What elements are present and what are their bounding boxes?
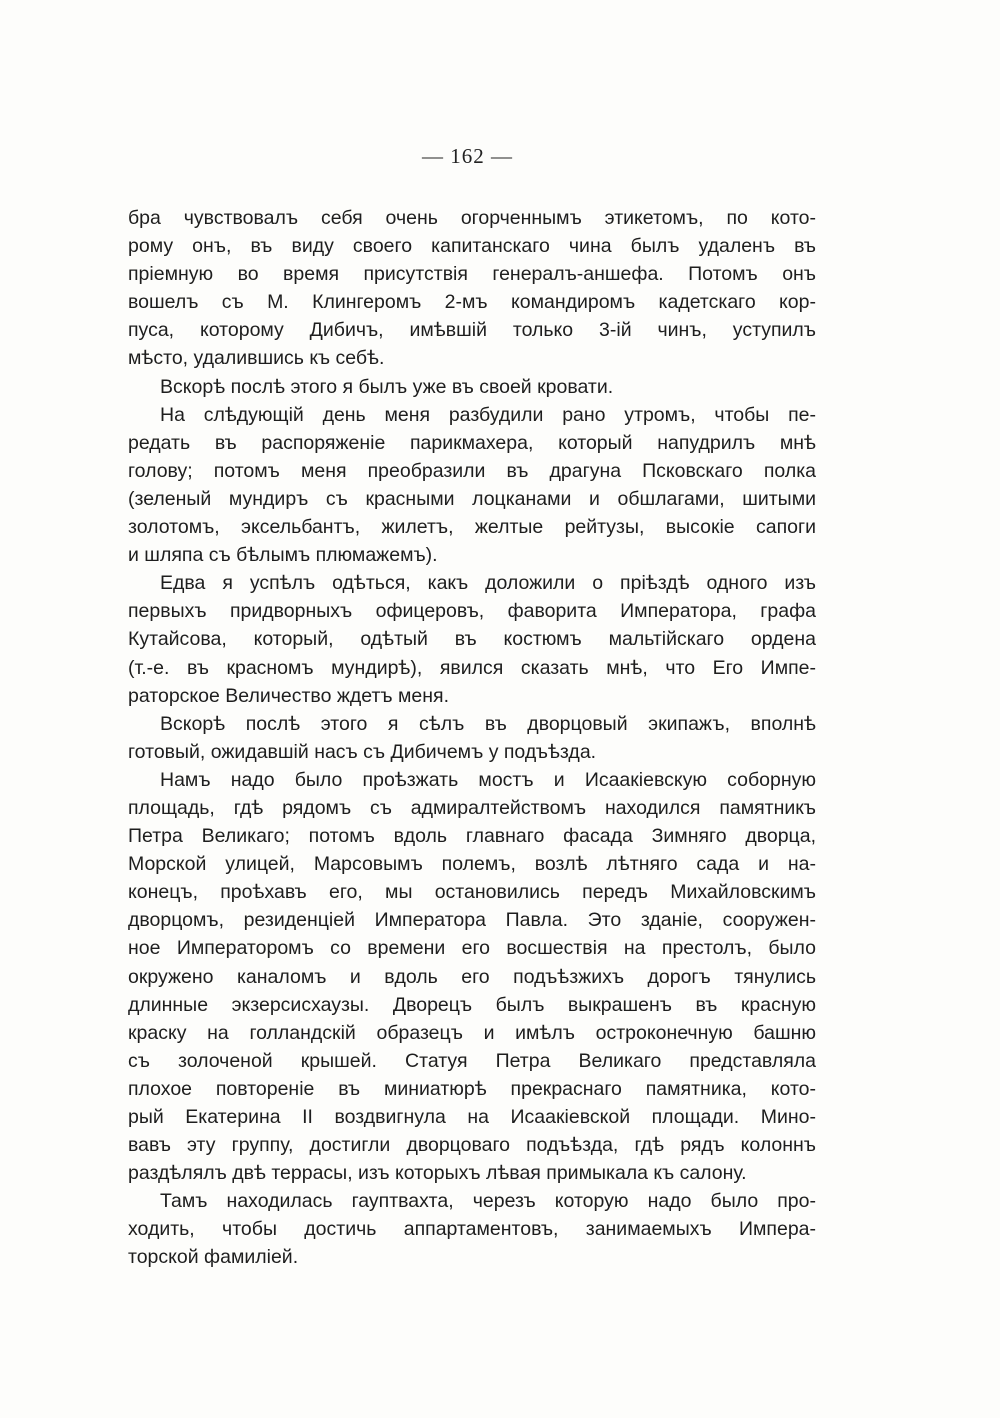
text-line: (зеленый мундиръ съ красными лоцканами и обшлагами, шитыми (128, 487, 816, 510)
text-line: ходить, чтобы достичь аппартаментовъ, занимаемыхъ Импера- (128, 1218, 816, 1241)
paragraph (128, 569, 816, 709)
text-line: и шляпа съ бѣлымъ плюмажемъ). (128, 544, 438, 567)
page-number: — 162 — (422, 144, 513, 168)
paragraph (128, 710, 816, 766)
text-line: пуса, которому Дибичъ, имѣвшiй только 3-iй чинъ, уступилъ (128, 319, 816, 342)
text-line: Едва я успѣлъ одѣться, какъ доложили о прiѣздѣ одного изъ (160, 572, 816, 595)
text-line: дворцомъ, резиденцiей Императора Павла. Это зданiе, сооружен- (128, 909, 816, 932)
text-line: Вскорѣ послѣ этого я сѣлъ въ дворцовый экипажъ, вполнѣ (160, 712, 816, 735)
body-text (128, 204, 816, 1272)
text-line: голову; потомъ меня преобразили въ драгуна Псковскаго полка (128, 459, 816, 482)
paragraph (128, 373, 816, 401)
text-line: вошелъ съ М. Клингеромъ 2-мъ командиромъ кадетскаго кор- (128, 291, 816, 314)
paragraph (128, 204, 816, 373)
text-line: рый Екатерина II воздвигнула на Исаакiевской площади. Мино- (128, 1106, 816, 1128)
text-line: готовый, ожидавшiй насъ съ Дибичемъ у подъѣзда. (128, 740, 597, 763)
paragraph (128, 401, 816, 570)
text-line: рому онъ, въ виду своего капитанскаго чина былъ удаленъ въ (128, 235, 816, 258)
text-line: бра чувствовалъ себя очень огорченнымъ этикетомъ, по кото- (128, 207, 816, 229)
text-line: длинные экзерсисхаузы. Дворецъ былъ выкрашенъ въ красную (128, 993, 816, 1016)
text-line: (т.-е. въ красномъ мундирѣ), явился сказать мнѣ, что Его Импе- (128, 656, 816, 679)
text-line: ное Императоромъ со времени его восшествiя на престолъ, было (128, 937, 816, 960)
text-line: Петра Великаго; потомъ вдоль главнаго фасада Зимняго дворца, (128, 825, 816, 848)
text-line: Морской улицей, Марсовымъ полемъ, возлѣ лѣтняго сада и на- (128, 853, 816, 876)
paragraph (128, 1187, 816, 1271)
text-line: На слѣдующiй день меня разбудили рано утромъ, чтобы пе- (160, 403, 816, 426)
text-line: Кутайсова, который, одѣтый въ костюмъ мальтiйскаго ордена (128, 628, 816, 651)
text-line: раторское Величество ждетъ меня. (128, 684, 449, 707)
text-line: Тамъ находилась гауптвахта, черезъ которую надо было про- (160, 1190, 816, 1213)
text-line: краску на голландскiй образецъ и имѣлъ остроконечную башню (128, 1021, 816, 1044)
text-line: первыхъ придворныхъ офицеровъ, фаворита Императора, графа (128, 600, 816, 623)
text-line: прiемную во время присутствiя генералъ-аншефа. Потомъ онъ (128, 263, 816, 286)
text-line: мѣсто, удалившись къ себѣ. (128, 347, 385, 370)
text-line: съ золоченой крышей. Статуя Петра Великаго представляла (128, 1049, 816, 1072)
text-line: Намъ надо было проѣзжать мостъ и Исаакiевскую соборную (160, 768, 816, 791)
text-line: раздѣлялъ двѣ террасы, изъ которыхъ лѣвая примыкала къ салону. (128, 1162, 747, 1185)
text-line: редать въ распоряженiе парикмахера, который напудрилъ мнѣ (128, 431, 816, 454)
text-line: конецъ, проѣхавъ его, мы остановились передъ Михайловскимъ (128, 881, 816, 904)
text-line: окружено каналомъ и вдоль его подъѣзжихъ дорогъ тянулись (128, 965, 816, 988)
text-line: вавъ эту группу, достигли дворцоваго подъѣзда, гдѣ рядъ колоннъ (128, 1134, 816, 1157)
text-line: площадь, гдѣ рядомъ съ адмиралтействомъ находился памятникъ (128, 796, 816, 819)
paragraph (128, 766, 816, 1187)
text-line: плохое повторенiе въ миниатюрѣ прекраснаго памятника, кото- (128, 1077, 816, 1100)
text-line: Вскорѣ послѣ этого я былъ уже въ своей кровати. (160, 375, 614, 398)
text-line: золотомъ, эксельбантъ, жилетъ, желтые рейтузы, высокiе сапоги (128, 516, 816, 539)
text-line: торской фамилiей. (128, 1246, 299, 1269)
